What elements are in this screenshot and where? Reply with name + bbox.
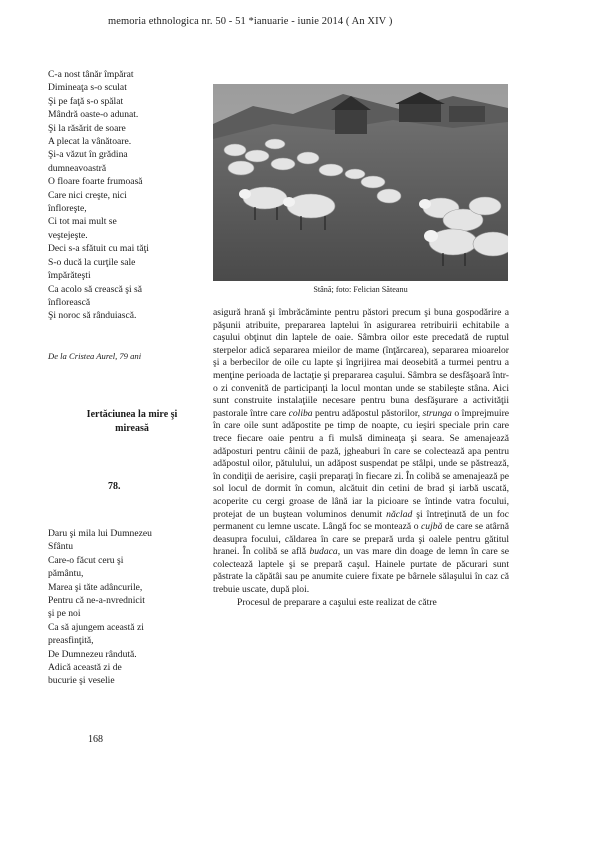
article-body xyxy=(213,307,509,609)
poem-line: pământu, xyxy=(48,568,84,580)
poem-line: C-a nost tânăr împărat xyxy=(48,69,134,80)
poem-line: Ca să ajungem această zi xyxy=(48,621,144,633)
poem-line: Marea şi tăte adâncurile, xyxy=(48,581,143,593)
poem-line: şi pe noi xyxy=(48,608,81,620)
photo-caption: Stână; foto: Felician Săteanu xyxy=(313,285,408,294)
text-run: şi întreţinută de un foc permanent cu lemne uscate. Lângă foc se montează o xyxy=(213,508,509,533)
poem-line: Pentru că ne-a-nvrednicit xyxy=(48,595,145,607)
poem-column-bottom xyxy=(48,527,200,688)
poem-line: Adică această zi de xyxy=(48,662,122,674)
poem-line: Mândră oaste-o adunat. xyxy=(48,109,139,121)
section-title: Iertăciunea la mire şi mireasă xyxy=(86,409,178,434)
poem-line: A plecat la vânătoare. xyxy=(48,136,132,148)
poem-line: Şi pe faţă s-o spălat xyxy=(48,95,124,107)
text-run: pentru adăpostul păstorilor, xyxy=(312,407,423,419)
section-number: 78. xyxy=(108,481,121,492)
term-coliba: coliba xyxy=(288,407,313,419)
text-run: asigură hrană şi îmbrăcăminte pentru păstori precum şi buna gospodărire a păşunii atribuite, prepararea laptelui în asigurarea retribuirii echitabile a caşului obţinut din laptele de oaie. Sâmbra oilor este precedată de ruptul sterpelor adică separarea mieilor de mame (înţărcarea), separarea mioarelor şi a berbecilor de oile cu lapte şi îngrijirea mai deosebită a turmei pentru a menţine perioada de lactaţie şi prepararea caşului. Sâmbra se desfăşoară într-o zi convenită de participanţi la locul montan unde se stabileşte stâna. Aici sunt construite instalaţiile necesare pentru buna desfăşurare a activităţii pastorale între care xyxy=(213,307,509,419)
sheepfold-photo xyxy=(213,84,508,281)
poem-line: Sfântu xyxy=(48,541,74,553)
poem-line: împărăteşti xyxy=(48,270,91,282)
poem-line: dumneavoastră xyxy=(48,162,107,174)
poem-attribution: De la Cristea Aurel, 79 ani xyxy=(48,351,142,361)
poem-line: Şi la răsărit de soare xyxy=(48,122,126,134)
term-cujba: cujbă xyxy=(421,521,443,533)
article-paragraph xyxy=(213,307,509,597)
text-run: , un vas mare din doage de lemn în care se colectează laptele şi se prepară caşul. Hainele purtate de păcurari sunt păstrate la căpătâi sau pe anumite cuiere fixate pe bârnele sălaşului în caz că trebuie uscate, după ploi. xyxy=(213,546,509,596)
poem-line: înflorească xyxy=(48,296,91,308)
text-run: de care se atârnă deasupra focului, căldarea în care se prepară urda şi oalele pentru gătitul hranei. În colibă se află xyxy=(213,521,510,558)
term-strunga: strunga xyxy=(422,407,452,419)
poem-line: Şi noroc să rânduiască. xyxy=(48,310,137,322)
poem-line: Şi-a văzut în grădina xyxy=(48,149,128,161)
sheepfold-photo-drawing xyxy=(213,84,508,281)
running-header: memoria ethnologica nr. 50 - 51 *ianuarie - iunie 2014 ( An XIV ) xyxy=(108,16,393,27)
poem-line: Care nici creşte, nici xyxy=(48,189,127,201)
page-number: 168 xyxy=(88,734,103,745)
poem-line: Deci s-a sfătuit cu mai tăţi xyxy=(48,243,149,255)
poem-line: veştejeşte. xyxy=(48,229,88,241)
poem-line: O floare foarte frumoasă xyxy=(48,176,143,188)
poem-line: Ci tot mai mult se xyxy=(48,216,117,228)
poem-line: preasfinţită, xyxy=(48,635,94,647)
poem-line: înfloreşte, xyxy=(48,203,87,215)
text-run: o împrejmuire în care oile sunt adăpostite pe timp de noapte, cu ieşiri speciale prin care trece fiecare oaie pentru a fi mulsă dimineaţa şi seara. Se amenajează adăposturi pentru câinii de pază, jgheaburi în care se colectează apa pentru adăpostul oilor, pătulului, un adăpost suspendat pe stâlpi, unde se păstrează, în condiţii de aerisire, caşii preparaţi în fiecare zi. În colibă se amenajează pe sol locul de dormit în comun, alcătuit din cetini de brad şi iarbă uscată, acoperite cu cergi groase de lână iar la picioare se întinde vatra focului, protejat de un buştean voluminos denumit xyxy=(213,407,510,520)
poem-line: bucurie şi veselie xyxy=(48,675,115,687)
article-paragraph: Procesul de preparare a caşului este realizat de către xyxy=(237,596,437,608)
poem-line: De Dumnezeu rândută. xyxy=(48,648,137,660)
term-budaca: budaca xyxy=(309,546,338,558)
poem-line: S-o ducă la curţile sale xyxy=(48,256,136,268)
term-naclad: năclad xyxy=(386,508,413,520)
poem-column-top xyxy=(48,68,200,323)
poem-line: Ca acolo să crească şi să xyxy=(48,283,143,295)
poem-line: Daru şi mila lui Dumnezeu xyxy=(48,528,152,539)
poem-line: Care-o făcut ceru şi xyxy=(48,554,124,566)
poem-line: Dimineaţa s-o sculat xyxy=(48,82,127,94)
